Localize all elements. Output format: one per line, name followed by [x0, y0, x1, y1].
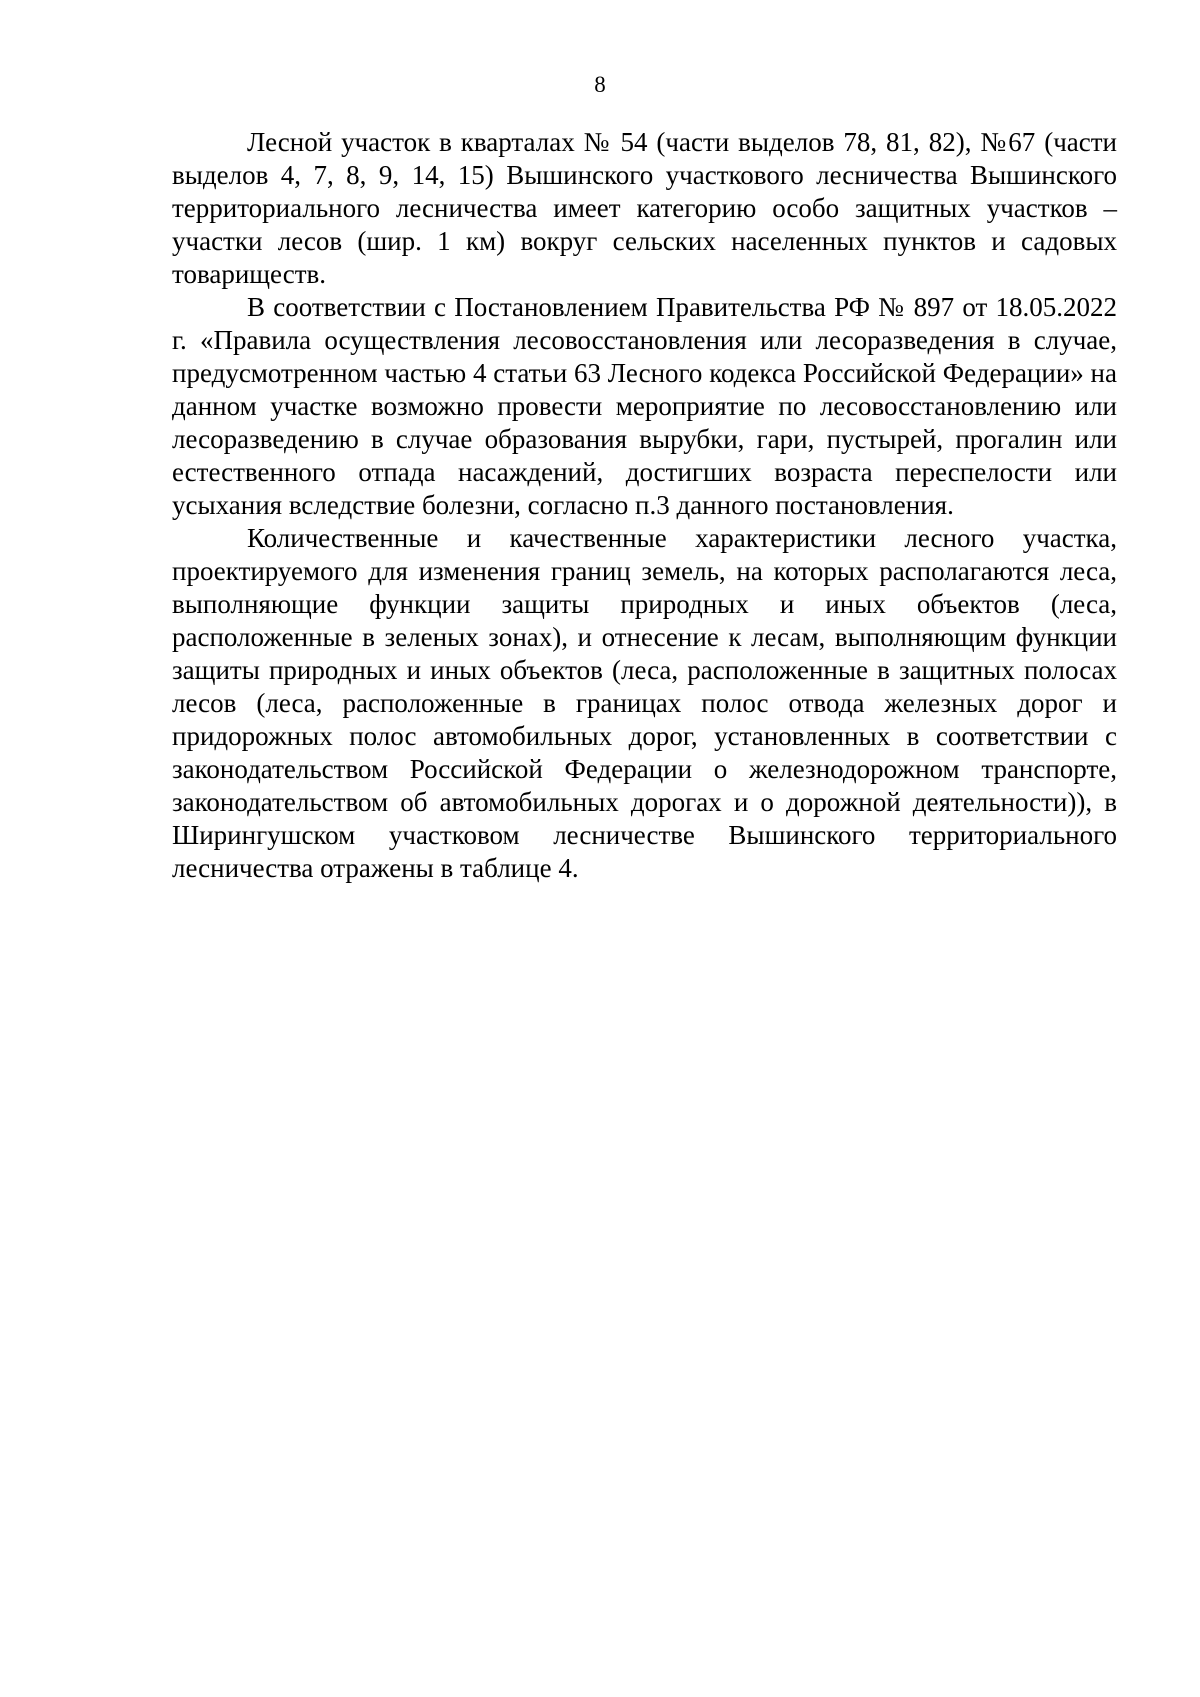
paragraph-reforestation-regulation: В соответствии с Постановлением Правительства РФ № 897 от 18.05.2022 г. «Правила осуществления лесовосстановления или лесоразведения в случае, предусмотренном частью 4 статьи 63 Лесного кодекса Российской Федерации» на данном участке возможно провести мероприятие по лесовосстановлению или лесоразведению в случае образования вырубки, гари, пустырей, прогалин или естественного отпада насаждений, достигших возраста переспелости или усыхания вследствие болезни, согласно п.3 данного постановления. [172, 292, 1117, 520]
paragraph-plot-characteristics: Количественные и качественные характеристики лесного участка, проектируемого для изменения границ земель, на которых располагаются леса, выполняющие функции защиты природных и иных объектов (леса, расположенные в зеленых зонах), и отнесение к лесам, выполняющим функции защиты природных и иных объектов (леса, расположенные в защитных полосах лесов (леса, расположенные в границах полос отвода железных дорог и придорожных полос автомобильных дорог, установленных в соответствии с законодательством Российской Федерации о железнодорожном транспорте, законодательством об автомобильных дорогах и о дорожной деятельности)), в Ширингушском участковом лесничестве Вышинского территориального лесничества отражены в таблице 4. [172, 523, 1117, 883]
document-body [172, 126, 1117, 885]
paragraph-forest-plot-category: Лесной участок в кварталах № 54 (части выделов 78, 81, 82), №67 (части выделов 4, 7, 8, 9, 14, 15) Вышинского участкового лесничества Вышинского территориального лесничества имеет категорию особо защитных участков – участки лесов (шир. 1 км) вокруг сельских населенных пунктов и садовых товариществ. [172, 127, 1117, 289]
page-number: 8 [594, 72, 606, 97]
